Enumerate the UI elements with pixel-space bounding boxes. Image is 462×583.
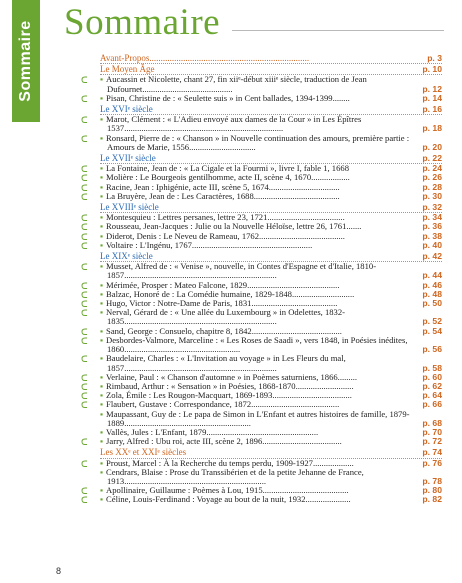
toc-entry [81,190,442,202]
bullet-icon: ▪ [100,457,104,468]
page-number: 8 [56,566,62,576]
toc-page-ref[interactable]: p. 26 [422,172,442,183]
toc-entry-label: Racine, Jean : Iphigénie, acte III, scène 5, 1674................................. [106,181,340,192]
bullet-icon: ▪ [100,172,104,183]
toc-page-ref[interactable]: p. 42 [422,251,442,262]
toc-page-ref[interactable]: p. 3 [427,53,442,63]
audio-ear-icon: ᑕ [81,391,88,402]
audio-ear-icon: ᑕ [81,93,88,104]
toc-page-ref[interactable]: p. 30 [422,190,442,201]
toc-entry-text: Avant-Propos....................................................................... [100,53,310,63]
toc-entry-text [100,336,412,354]
toc-entry [81,353,442,373]
toc-page-ref[interactable]: p. 60 [422,371,442,382]
toc-entry-text [100,437,412,446]
toc-entry-label: Nerval, Gérard de : « Une allée du Luxembourg » in Odelettes, 1832-1835....................................................................... [106,307,346,327]
bullet-icon: ▪ [100,288,104,299]
toc-entry-text: Le XVIᵉ siècle [100,104,153,115]
toc-entry-label: Diderot, Denis : Le Neveu de Rameau, 1762........................................ [106,230,345,241]
toc-page-ref[interactable]: p. 14 [422,92,442,103]
toc-entry-text: Le XIXᵉ siècle [100,251,153,262]
toc-entry [81,494,442,506]
bullet-icon: ▪ [100,494,104,505]
bullet-icon: ▪ [100,371,104,382]
bullet-icon: ▪ [100,298,104,309]
audio-ear-icon: ᑕ [81,458,88,469]
toc-section-heading [100,54,442,63]
audio-ear-icon: ᑕ [81,173,88,184]
toc-entry [81,239,442,251]
toc-page-ref[interactable]: p. 12 [422,83,442,94]
bullet-icon: ▪ [100,114,104,125]
toc-entry-label: Céline, Louis-Ferdinand : Voyage au bout de la nuit, 1932..................... [106,494,351,505]
audio-ear-icon: ᑕ [81,240,88,251]
toc-entry-label: Voltaire : L'Ingénu, 1767........................................................ [106,239,313,250]
audio-ear-icon: ᑕ [81,400,88,411]
bullet-icon: ▪ [100,426,104,437]
toc-entry-text [100,495,412,504]
toc-entry [81,436,442,448]
toc-entry-text [100,410,412,428]
toc-entry [81,132,442,152]
toc-section-heading [100,252,442,261]
toc-entry-label: La Bruyère, Jean de : Les Caractères, 1688........................................ [106,190,340,201]
toc-entry [81,334,442,355]
bullet-icon: ▪ [100,485,104,496]
audio-ear-icon: ᑕ [81,222,88,233]
bullet-icon: ▪ [100,334,104,345]
toc-entry-label: Verlaine, Paul : « Chanson d'automne » in Poèmes saturniens, 1866......... [106,371,358,382]
bullet-icon: ▪ [100,230,104,241]
toc-entry-label: Balzac, Honoré de : La Comédie humaine, 1829-1848............................. [106,288,355,299]
toc-entry [100,468,442,486]
audio-ear-icon: ᑕ [81,164,88,175]
toc-page-ref[interactable]: p. 74 [422,447,442,458]
toc-page-ref[interactable]: p. 66 [422,399,442,410]
bullet-icon: ▪ [100,92,104,103]
toc-entry-label: Mérimée, Prosper : Mateo Falcone, 1829........................................... [106,279,340,290]
toc-entry-label: Rimbaud, Arthur : « Sensation » in Poésies, 1868-1870........................... [106,380,354,391]
audio-ear-icon: ᑕ [81,437,88,448]
bullet-icon: ▪ [100,399,104,410]
toc-page-ref[interactable]: p. 16 [422,104,442,115]
toc-page-ref[interactable]: p. 24 [422,163,442,174]
toc-entry [81,114,442,134]
audio-ear-icon: ᑕ [81,381,88,392]
audio-ear-icon: ᑕ [81,308,88,319]
toc-entry-label: Proust, Marcel : À la Recherche du temps perdu, 1909-1927................... [106,457,354,468]
audio-ear-icon: ᑕ [81,495,88,506]
toc-entry-text [100,192,412,201]
toc-entry-label: Aucassin et Nicolette, chant 27, fin xiiᵉ-début xiiiᵉ siècle, traduction de Jean Dufournet.......................................... [106,74,367,94]
side-tab-label: Sommaire [17,20,34,102]
toc-entry-label: Flaubert, Gustave : Correspondance, 1872......................................... [106,399,340,410]
toc-page-ref[interactable]: p. 82 [422,494,442,505]
bullet-icon: ▪ [100,163,104,174]
bullet-icon: ▪ [100,181,104,192]
toc-entry-label: Marot, Clément : « L'Adieu envoyé aux dames de la Cour » in Les Épîtres 1537.......................................................................... [106,114,362,134]
audio-ear-icon: ᑕ [81,299,88,310]
toc-page-ref[interactable]: p. 56 [422,344,442,355]
toc-entry [81,92,442,104]
toc-entry-label: Musset, Alfred de : « Venise », nouvelle, in Contes d'Espagne et d'Italie, 1810-1857....................................................................... [106,261,377,281]
table-of-contents [81,52,442,506]
toc-entry-text [100,94,412,103]
toc-entry-label: Montesquieu : Lettres persanes, lettre 23, 1721.................................... [106,212,345,223]
bullet-icon: ▪ [100,466,104,477]
toc-entry-text [100,262,412,280]
toc-page-ref[interactable]: p. 70 [422,426,442,437]
title-rule [232,30,444,31]
bullet-icon: ▪ [100,325,104,336]
toc-entry-text [100,115,412,133]
audio-ear-icon: ᑕ [81,182,88,193]
audio-ear-icon: ᑕ [81,115,88,126]
toc-section-heading [100,203,442,212]
bullet-icon: ▪ [100,408,104,419]
toc-page-ref[interactable]: p. 32 [422,202,442,213]
toc-page-ref[interactable]: p. 34 [422,212,442,223]
audio-ear-icon: ᑕ [81,354,88,365]
toc-page-ref[interactable]: p. 76 [422,457,442,468]
toc-entry-label: Zola, Émile : Les Rougon-Macquart, 1869-1893..................................... [106,390,352,401]
toc-entry [81,74,442,94]
toc-page-ref[interactable]: p. 10 [422,64,442,75]
audio-ear-icon: ᑕ [81,280,88,291]
toc-entry-label: Hugo, Victor : Notre-Dame de Paris, 1831........................................ [106,298,338,309]
toc-entry [81,261,442,281]
toc-page-ref[interactable]: p. 64 [422,390,442,401]
toc-page-ref[interactable]: p. 68 [422,417,442,428]
bullet-icon: ▪ [100,353,104,364]
toc-entry-text [100,468,412,486]
toc-page-ref[interactable]: p. 38 [422,230,442,241]
audio-ear-icon: ᑕ [81,335,88,346]
toc-page-ref[interactable]: p. 28 [422,181,442,192]
toc-section-heading [100,448,442,457]
toc-entry-text [100,308,412,326]
toc-entry-text [100,134,412,152]
side-tab [12,0,40,122]
toc-page-ref[interactable]: p. 72 [422,436,442,447]
audio-ear-icon: ᑕ [81,75,88,86]
toc-entry-label: Rousseau, Jean-Jacques : Julie ou la Nouvelle Héloïse, lettre 26, 1761....... [106,221,362,232]
audio-ear-icon: ᑕ [81,326,88,337]
bullet-icon: ▪ [100,279,104,290]
toc-section-heading [100,105,442,114]
toc-entry-label: Ronsard, Pierre de : « Chanson » in Nouvelle continuation des amours, première partie : Amours de Marie, 1556............................... [106,132,410,152]
toc-entry-label: Sand, George : Consuelo, chapitre 8, 1842.......................................... [106,325,342,336]
toc-page-ref[interactable]: p. 58 [422,362,442,373]
toc-entry-text [100,241,412,250]
audio-ear-icon: ᑕ [81,289,88,300]
toc-entry-label: Vallès, Jules : L'Enfant, 1879.................................................... [106,426,319,437]
toc-page-ref[interactable]: p. 40 [422,239,442,250]
toc-page-ref[interactable]: p. 46 [422,279,442,290]
audio-ear-icon: ᑕ [81,213,88,224]
toc-page-ref[interactable]: p. 36 [422,221,442,232]
toc-entry-label: Baudelaire, Charles : « L'Invitation au voyage » in Les Fleurs du mal, 1857....................................................................... [106,353,346,373]
bullet-icon: ▪ [100,380,104,391]
toc-page-ref[interactable]: p. 54 [422,325,442,336]
toc-section-heading [100,65,442,74]
toc-page-ref[interactable]: p. 48 [422,288,442,299]
toc-page-ref[interactable]: p. 20 [422,141,442,152]
audio-ear-icon: ᑕ [81,372,88,383]
toc-entry-label: Apollinaire, Guillaume : Poèmes à Lou, 1915........................................ [106,485,349,496]
bullet-icon: ▪ [100,307,104,318]
toc-entry-text: Le XVIIᵉ siècle [100,153,156,164]
audio-ear-icon: ᑕ [81,133,88,144]
toc-entry-label: Desbordes-Valmore, Marceline : « Les Roses de Saadi », vers 1848, in Poésies inédites, 1860...................................................... [106,334,408,355]
toc-page-ref[interactable]: p. 80 [422,485,442,496]
toc-entry-label: Pisan, Christine de : « Seulette suis » in Cent ballades, 1394-1399........ [106,92,350,103]
page-title: Sommaire [64,2,221,43]
bullet-icon: ▪ [100,132,104,143]
toc-entry-label: Cendrars, Blaise : Prose du Transsibérien et de la petite Jehanne de France, 1913.................................................................. [106,466,364,486]
toc-entry-text: Le XVIIIᵉ siècle [100,202,159,213]
toc-entry-label: Maupassant, Guy de : Le papa de Simon in L'Enfant et autres histoires de famille, 1879-1889........................................................... [106,408,410,428]
toc-entry-text: Les XXᵉ et XXIᵉ siècles [100,447,187,458]
bullet-icon: ▪ [100,190,104,201]
toc-entry-label: Molière : Le Bourgeois gentilhomme, acte II, scène 4, 1670.................. [106,172,350,183]
bullet-icon: ▪ [100,74,104,85]
bullet-icon: ▪ [100,221,104,232]
toc-entry [81,307,442,327]
bullet-icon: ▪ [100,390,104,401]
audio-ear-icon: ᑕ [81,231,88,242]
bullet-icon: ▪ [100,261,104,272]
toc-page-ref[interactable]: p. 22 [422,153,442,164]
bullet-icon: ▪ [100,212,104,223]
toc-page-ref[interactable]: p. 44 [422,270,442,281]
toc-entry-label: La Fontaine, Jean de : « La Cigale et la Fourmi », livre I, fable 1, 1668 [106,163,349,174]
toc-page-ref[interactable]: p. 52 [422,316,442,327]
bullet-icon: ▪ [100,436,104,447]
audio-ear-icon: ᑕ [81,191,88,202]
toc-page-ref[interactable]: p. 50 [422,298,442,309]
toc-page-ref[interactable]: p. 62 [422,380,442,391]
toc-entry-text [100,354,412,372]
bullet-icon: ▪ [100,239,104,250]
toc-entry-text [100,75,412,93]
toc-entry [100,410,442,428]
toc-page-ref[interactable]: p. 18 [422,123,442,134]
toc-entry-label: Jarry, Alfred : Ubu roi, acte III, scène 2, 1896..................................... [106,436,342,447]
audio-ear-icon: ᑕ [81,486,88,497]
audio-ear-icon: ᑕ [81,262,88,273]
toc-entry-text: Le Moyen Âge [100,64,155,75]
toc-section-heading [100,154,442,163]
toc-page-ref[interactable]: p. 78 [422,475,442,486]
